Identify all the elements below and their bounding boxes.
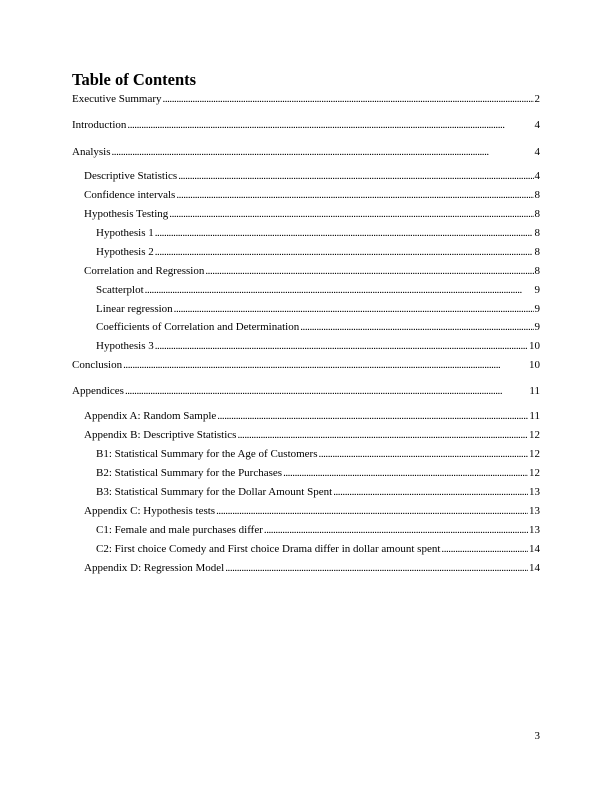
toc-entry-hypothesis-testing[interactable] — [84, 207, 540, 221]
toc-entry-label: Introduction — [72, 119, 127, 131]
toc-entry-label: B3: Statistical Summary for the Dollar Amount Spent — [96, 486, 333, 498]
toc-entry-page: 11 — [529, 410, 540, 422]
toc-entry-label: Correlation and Regression — [84, 265, 205, 277]
toc-entry-label: Conclusion — [72, 359, 123, 371]
dot-leader — [319, 447, 528, 461]
toc-entry-appendices[interactable] — [72, 384, 540, 398]
dot-leader — [145, 283, 534, 297]
dot-leader — [174, 302, 534, 316]
toc-entry-page: 14 — [529, 543, 540, 555]
toc-entry-executive-summary[interactable] — [72, 92, 540, 106]
dot-leader — [125, 384, 528, 398]
toc-entry-introduction[interactable] — [72, 118, 540, 132]
dot-leader — [441, 542, 528, 556]
toc-entry-label: B1: Statistical Summary for the Age of Customers — [96, 448, 318, 460]
toc-entry-page: 9 — [534, 284, 540, 296]
toc-entry-page: 12 — [529, 467, 540, 479]
toc-entry-page: 8 — [534, 265, 540, 277]
toc-entry-hypothesis-2[interactable] — [96, 245, 540, 259]
toc-entry-label: Hypothesis 2 — [96, 246, 154, 258]
toc-entry-page: 9 — [534, 321, 540, 333]
toc-entry-c2[interactable] — [96, 542, 540, 556]
dot-leader — [300, 320, 533, 334]
dot-leader — [237, 428, 528, 442]
toc-entry-page: 13 — [529, 486, 540, 498]
dot-leader — [178, 169, 533, 183]
toc-entry-label: Hypothesis 3 — [96, 340, 154, 352]
dot-leader — [163, 92, 534, 106]
toc-entry-page: 8 — [534, 246, 540, 258]
toc-entry-page: 4 — [534, 119, 540, 131]
toc-entry-page: 11 — [529, 385, 540, 397]
dot-leader — [155, 245, 534, 259]
dot-leader — [333, 485, 528, 499]
toc-entry-correlation-and-regression[interactable] — [84, 264, 540, 278]
toc-entry-label: Analysis — [72, 146, 111, 158]
dot-leader — [155, 339, 528, 353]
toc-entry-hypothesis-3[interactable] — [96, 339, 540, 353]
dot-leader — [264, 523, 528, 537]
toc-entry-b1[interactable] — [96, 447, 540, 461]
toc-entry-label: Coefficients of Correlation and Determination — [96, 321, 300, 333]
dot-leader — [169, 207, 533, 221]
toc-entry-label: Linear regression — [96, 303, 173, 315]
toc-entry-descriptive-statistics[interactable] — [84, 169, 540, 183]
toc-entry-c1[interactable] — [96, 523, 540, 537]
toc-entry-page: 8 — [534, 227, 540, 239]
toc-entry-page: 8 — [534, 208, 540, 220]
dot-leader — [127, 118, 533, 132]
dot-leader — [205, 264, 533, 278]
toc-entry-label: C1: Female and male purchases differ — [96, 524, 263, 536]
toc-entry-page: 12 — [529, 448, 540, 460]
toc-entry-page: 8 — [534, 189, 540, 201]
dot-leader — [283, 466, 528, 480]
toc-entry-page: 9 — [534, 303, 540, 315]
toc-entry-appendix-d[interactable] — [84, 561, 540, 575]
toc-entry-appendix-a[interactable] — [84, 409, 540, 423]
toc-entry-label: Confidence intervals — [84, 189, 176, 201]
toc-entry-page: 2 — [534, 93, 540, 105]
page-number: 3 — [534, 730, 540, 742]
dot-leader — [217, 409, 528, 423]
toc-entry-appendix-b[interactable] — [84, 428, 540, 442]
toc-entry-b2[interactable] — [96, 466, 540, 480]
dot-leader — [216, 504, 528, 518]
toc-entry-label: Appendix A: Random Sample — [84, 410, 217, 422]
toc-entry-confidence-intervals[interactable] — [84, 188, 540, 202]
toc-entry-appendix-c[interactable] — [84, 504, 540, 518]
toc-entry-label: Hypothesis 1 — [96, 227, 154, 239]
dot-leader — [155, 226, 534, 240]
toc-entry-page: 10 — [529, 340, 540, 352]
dot-leader — [112, 145, 534, 159]
toc-entry-page: 12 — [529, 429, 540, 441]
toc-entry-conclusion[interactable] — [72, 358, 540, 372]
toc-entry-linear-regression[interactable] — [96, 302, 540, 316]
toc-entry-scatterplot[interactable] — [96, 283, 540, 297]
toc-entry-label: Appendix B: Descriptive Statistics — [84, 429, 237, 441]
toc-entry-label: Executive Summary — [72, 93, 162, 105]
toc-entry-label: Descriptive Statistics — [84, 170, 178, 182]
toc-title: Table of Contents — [72, 70, 197, 89]
toc-entry-label: Appendices — [72, 385, 124, 397]
toc-entry-page: 13 — [529, 524, 540, 536]
dot-leader — [176, 188, 533, 202]
toc-entry-label: Appendix D: Regression Model — [84, 562, 225, 574]
toc-entry-label: Scatterplot — [96, 284, 144, 296]
toc-entry-page: 4 — [534, 146, 540, 158]
toc-entry-b3[interactable] — [96, 485, 540, 499]
toc-entry-label: Appendix C: Hypothesis tests — [84, 505, 216, 517]
toc-entry-page: 14 — [529, 562, 540, 574]
toc-entry-page: 4 — [534, 170, 540, 182]
dot-leader — [225, 561, 528, 575]
toc-entry-analysis[interactable] — [72, 145, 540, 159]
toc-entry-page: 10 — [529, 359, 540, 371]
toc-entry-coefficients[interactable] — [96, 320, 540, 334]
toc-entry-label: B2: Statistical Summary for the Purchases — [96, 467, 283, 479]
dot-leader — [123, 358, 528, 372]
toc-entry-page: 13 — [529, 505, 540, 517]
toc-entry-label: C2: First choice Comedy and First choice Drama differ in dollar amount spent — [96, 543, 441, 555]
toc-entry-hypothesis-1[interactable] — [96, 226, 540, 240]
toc-entry-label: Hypothesis Testing — [84, 208, 169, 220]
